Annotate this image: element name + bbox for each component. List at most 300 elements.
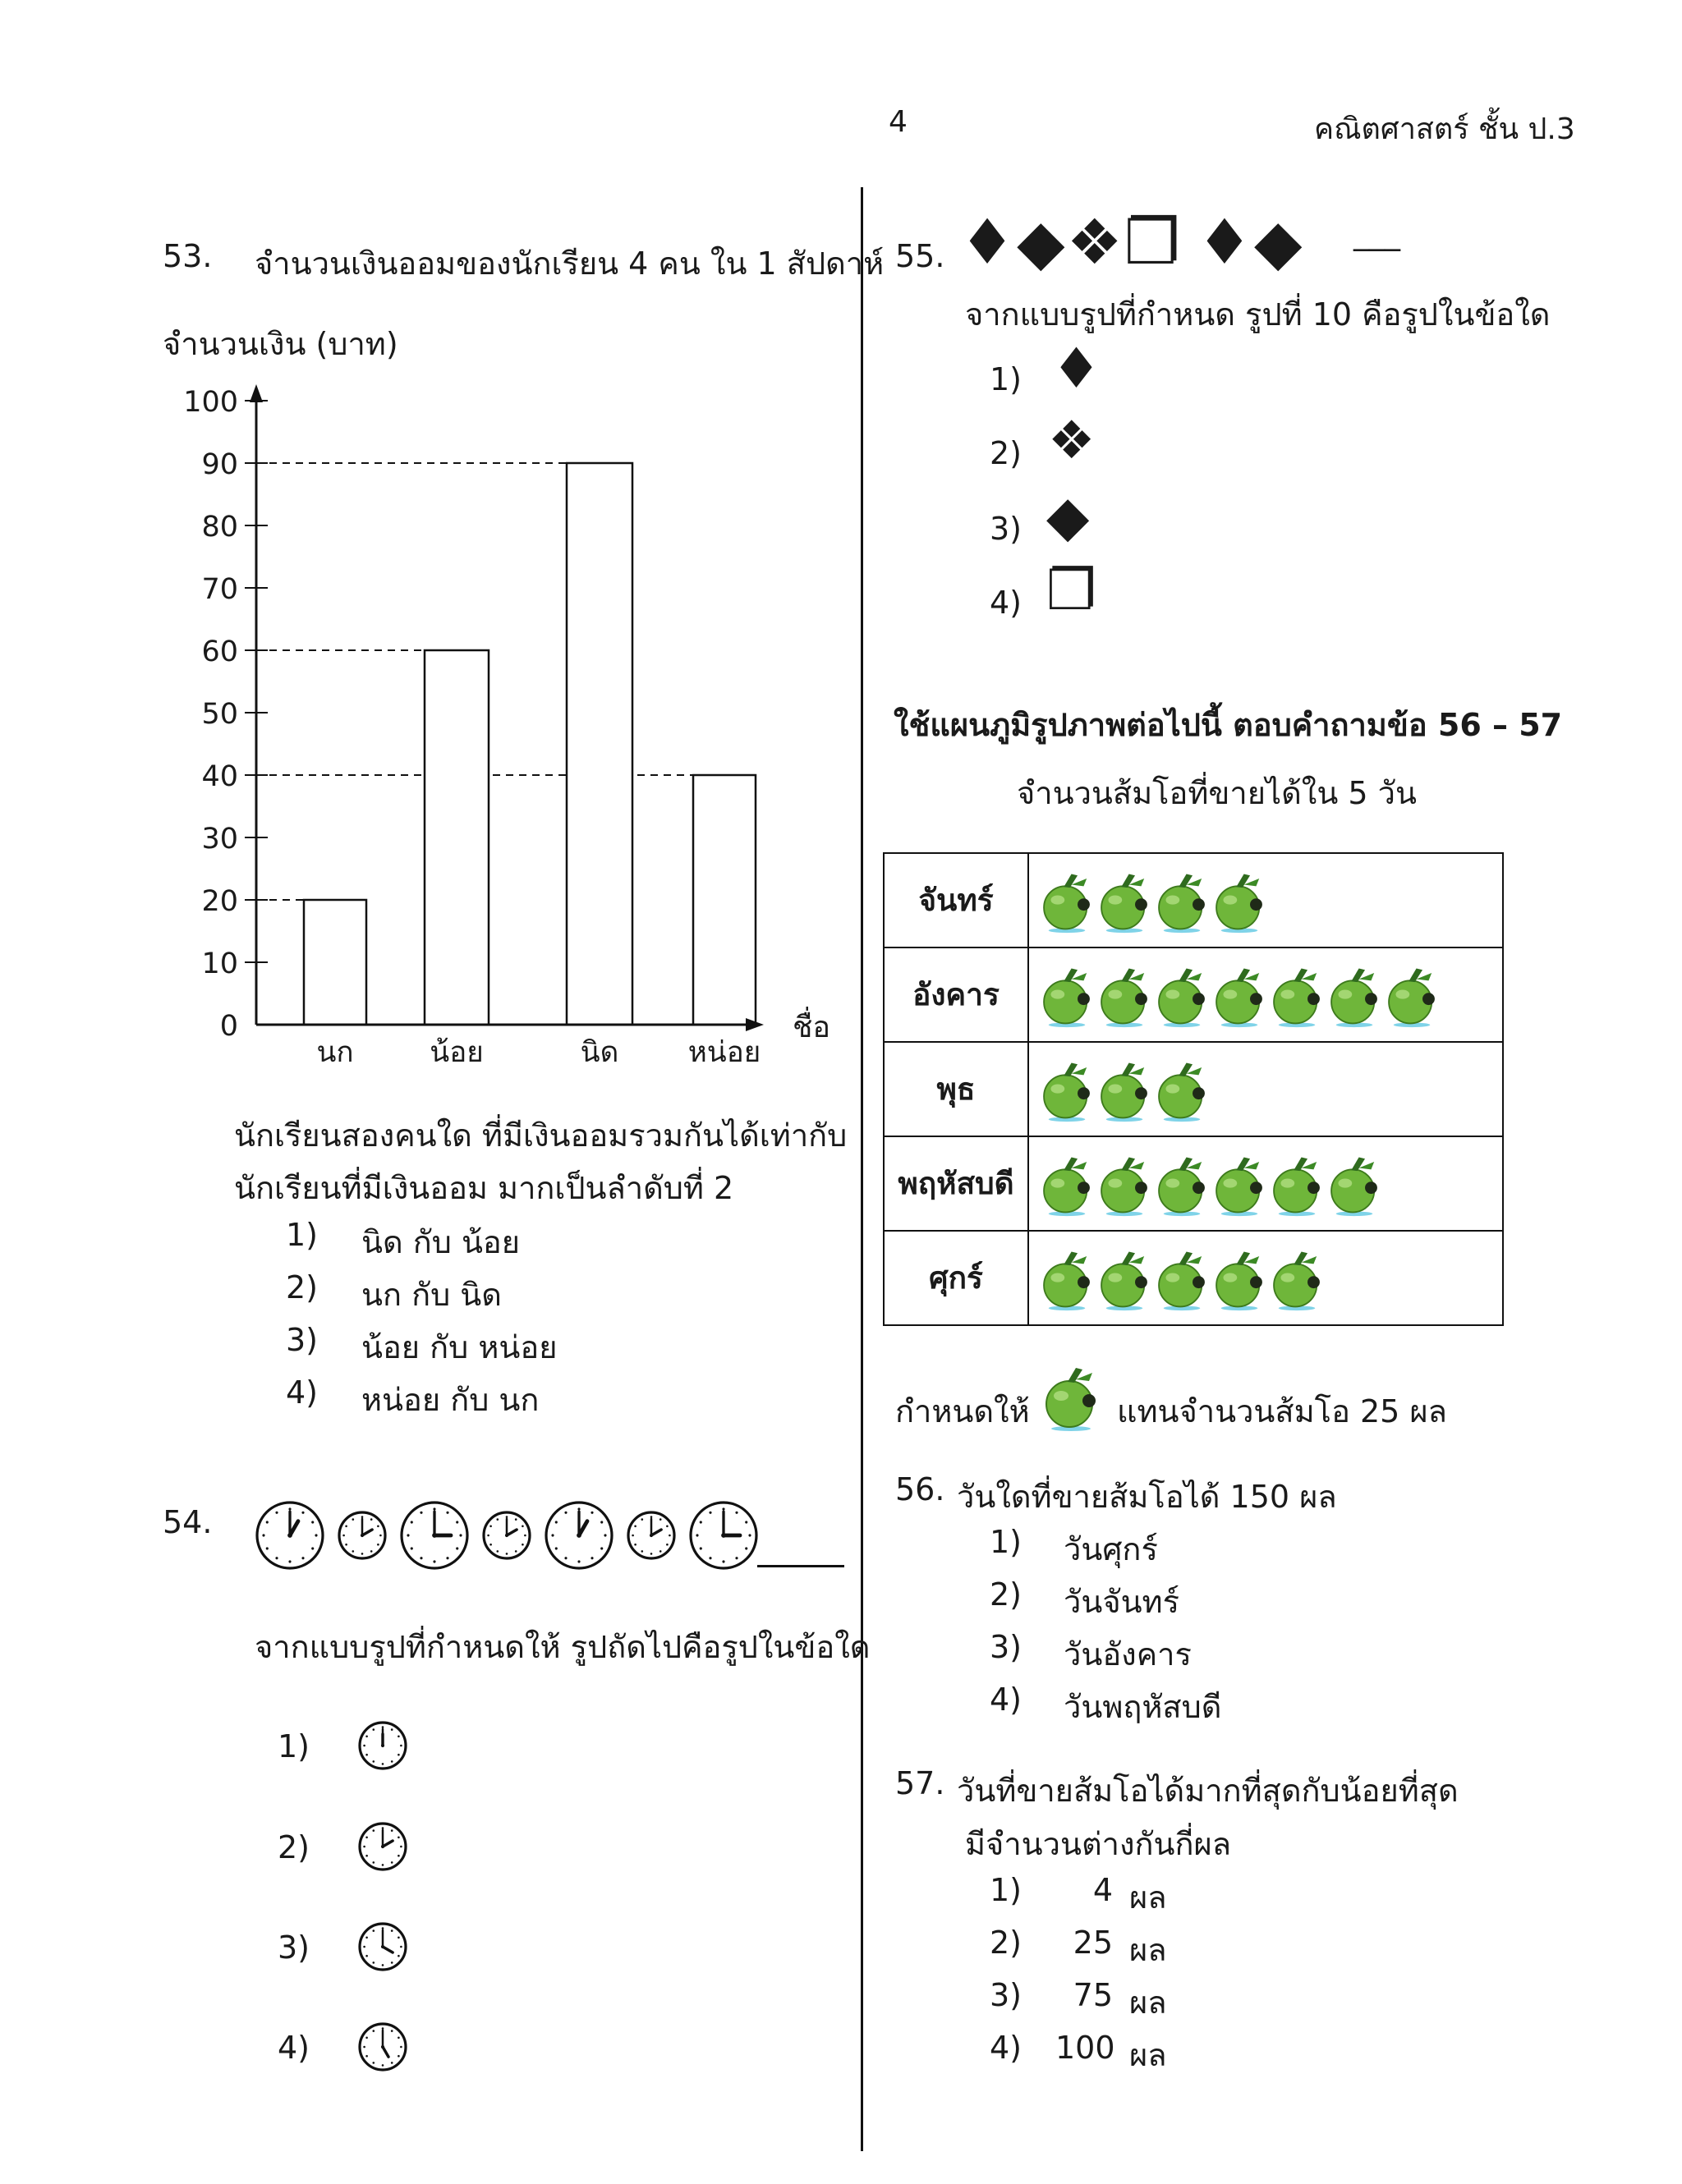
- option-text: วันพฤหัสบดี: [1064, 1689, 1222, 1725]
- clock-tick: [391, 1728, 393, 1731]
- pomelo-icon: [1098, 1246, 1151, 1311]
- option-text: นิด กับ น้อย: [361, 1224, 521, 1260]
- leaf: [1179, 968, 1193, 982]
- clock-tick: [722, 1507, 724, 1510]
- y-axis-arrow: [250, 384, 263, 402]
- pomelo-icon: [1156, 1057, 1208, 1122]
- leaf: [1351, 1157, 1365, 1171]
- fruit-spot: [1193, 1087, 1205, 1099]
- clock-tick: [363, 1946, 365, 1948]
- x-tick-label: นก: [316, 1036, 354, 1069]
- q54-number: 54.: [163, 1504, 213, 1540]
- clock-center: [721, 1533, 726, 1538]
- clock-tick: [365, 1736, 368, 1738]
- option-number: 4): [990, 1682, 1023, 1718]
- shadowed-square-icon: ❐: [1124, 205, 1182, 278]
- q54-question: จากแบบรูปที่กำหนดให้ รูปถัดไปคือรูปในข้อใด: [255, 1629, 871, 1665]
- fruit-highlight: [1050, 1178, 1064, 1187]
- leaf: [1179, 1251, 1193, 1265]
- page-number: 4: [889, 105, 908, 139]
- option-unit: ผล: [1129, 1984, 1167, 2021]
- clock-tick: [345, 1526, 347, 1528]
- pictograph-row: [884, 947, 1503, 1042]
- pomelo-icon: [1041, 1057, 1093, 1122]
- clock-tick: [641, 1550, 644, 1553]
- y-tick-label: 50: [201, 698, 238, 731]
- pomelo-icon: [1098, 868, 1151, 934]
- pomelo-icon: [1098, 962, 1151, 1028]
- clock-tick: [382, 1964, 384, 1966]
- clock-tick: [352, 1518, 355, 1521]
- pomelo-icon: [1271, 1246, 1323, 1311]
- clock-tick: [352, 1550, 355, 1553]
- leaf: [1409, 968, 1422, 982]
- leaf: [1179, 1157, 1193, 1171]
- clock-center: [381, 2045, 384, 2049]
- clock-tick: [497, 1550, 499, 1553]
- leaf: [1064, 968, 1078, 982]
- clock-tick: [373, 2030, 375, 2032]
- leaf: [1121, 874, 1135, 888]
- leaf: [1179, 874, 1193, 888]
- clock-tick: [288, 1560, 291, 1562]
- fruit-cell: [1028, 1136, 1503, 1231]
- clock-tick: [420, 1512, 422, 1514]
- clock-icon: [691, 1503, 756, 1568]
- clock-tick: [365, 1855, 368, 1857]
- clock-icon: [484, 1512, 530, 1558]
- clock-icon: [357, 1921, 408, 1972]
- bar: [693, 775, 756, 1025]
- day-label: พุธ: [884, 1042, 1028, 1136]
- leaf: [1064, 1062, 1078, 1076]
- clock-tick: [275, 1557, 278, 1559]
- pomelo-icon: [1213, 1246, 1266, 1311]
- fruit-highlight: [1280, 1178, 1294, 1187]
- option-text: น้อย กับ หน่อย: [361, 1329, 558, 1365]
- option-text: วันศุกร์: [1064, 1531, 1158, 1567]
- fruit-highlight: [1050, 989, 1064, 998]
- clock-center: [381, 1744, 384, 1747]
- chart-xlabel: ชื่อ: [793, 1011, 831, 1044]
- clock-center: [650, 1534, 653, 1537]
- clock-tick: [696, 1534, 698, 1536]
- clock-tick: [398, 1736, 400, 1738]
- q57-question-line2: มีจำนวนต่างกันกี่ผล: [965, 1826, 1232, 1862]
- pomelo-icon: [1156, 1246, 1208, 1311]
- clock-tick: [446, 1557, 448, 1559]
- day-label: จันทร์: [884, 853, 1028, 947]
- clock-tick: [634, 1526, 636, 1528]
- fruit-highlight: [1223, 895, 1237, 904]
- diamond-suit-icon: ♦: [1051, 337, 1101, 401]
- diamond-suit-icon: ♦: [959, 205, 1018, 278]
- clock-tick: [420, 1557, 422, 1559]
- clock-tick: [365, 1937, 368, 1939]
- clock-tick: [398, 1937, 400, 1939]
- clock-icon: [257, 1503, 323, 1568]
- fruit-spot: [1135, 993, 1147, 1005]
- clock-tick: [398, 1955, 400, 1957]
- fruit-highlight: [1165, 989, 1179, 998]
- fruit-spot: [1078, 1087, 1090, 1099]
- leaf: [1179, 1062, 1193, 1076]
- clock-tick: [373, 1929, 375, 1932]
- clock-tick: [365, 1955, 368, 1957]
- pictograph-row: [884, 1136, 1503, 1231]
- clock-tick: [288, 1507, 291, 1510]
- clock-tick: [398, 2037, 400, 2039]
- option-number: 1): [286, 1217, 319, 1253]
- clock-tick: [373, 1861, 375, 1864]
- clock-tick: [433, 1507, 435, 1510]
- pictograph-instruction: ใช้แผนภูมิรูปภาพต่อไปนี้ ตอบคำถามข้อ 56 – 57: [894, 707, 1563, 743]
- clock-tick: [391, 1929, 393, 1932]
- leaf: [1294, 968, 1307, 982]
- clock-tick: [398, 1837, 400, 1839]
- clock-tick: [400, 2046, 402, 2049]
- diamond-icon: ◆: [1017, 205, 1067, 278]
- clock-center: [381, 1845, 384, 1848]
- clock-tick: [315, 1534, 317, 1536]
- clock-tick: [650, 1553, 653, 1555]
- clock-tick: [433, 1560, 435, 1562]
- clock-tick: [555, 1547, 558, 1549]
- clock-tick: [377, 1544, 379, 1546]
- clock-tick: [641, 1518, 644, 1521]
- clock-tick: [650, 1516, 653, 1518]
- clock-tick: [632, 1535, 634, 1537]
- fruit-spot: [1307, 993, 1320, 1005]
- clock-tick: [456, 1547, 458, 1549]
- clock-tick: [373, 1961, 375, 1964]
- fruit-highlight: [1108, 895, 1122, 904]
- clock-tick: [370, 1518, 373, 1521]
- clock-tick: [411, 1521, 413, 1523]
- fruit-spot: [1193, 993, 1205, 1005]
- clock-tick: [391, 1861, 393, 1864]
- clock-tick: [400, 1846, 402, 1848]
- fruit-highlight: [1223, 989, 1237, 998]
- clock-center: [381, 1945, 384, 1948]
- clock-tick: [363, 1846, 365, 1848]
- q56-number: 56.: [895, 1471, 945, 1507]
- clock-tick: [391, 2030, 393, 2032]
- option-number: 2): [990, 1925, 1023, 1961]
- leaf: [1121, 1157, 1135, 1171]
- clock-center: [361, 1534, 364, 1537]
- q57-number: 57.: [895, 1765, 945, 1801]
- pictograph-row: [884, 853, 1503, 947]
- clock-tick: [709, 1557, 711, 1559]
- option-number: 4): [278, 2030, 310, 2066]
- clock-tick: [275, 1512, 278, 1514]
- option-number: 3): [286, 1322, 319, 1358]
- pomelo-icon: [1328, 962, 1381, 1028]
- bar: [425, 650, 489, 1025]
- x-tick-label: หน่อย: [687, 1036, 761, 1069]
- clock-tick: [391, 1829, 393, 1832]
- clock-tick: [301, 1512, 304, 1514]
- fruit-spot: [1307, 1276, 1320, 1288]
- clock-tick: [363, 1745, 365, 1747]
- pomelo-icon: [1386, 962, 1438, 1028]
- option-value: 4: [1092, 1872, 1113, 1908]
- fruit-spot: [1307, 1181, 1320, 1194]
- leaf: [1064, 1251, 1078, 1265]
- fruit-spot: [1135, 1087, 1147, 1099]
- option-number: 3): [278, 1929, 310, 1966]
- option-number: 3): [990, 1629, 1023, 1665]
- clock-tick: [342, 1535, 345, 1537]
- clock-tick: [400, 1946, 402, 1948]
- clock-tick: [700, 1547, 702, 1549]
- clock-tick: [459, 1534, 462, 1536]
- clock-tick: [700, 1521, 702, 1523]
- fruit-highlight: [1338, 1178, 1352, 1187]
- clock-tick: [382, 1827, 384, 1829]
- option-number: 2): [278, 1829, 310, 1865]
- leaf: [1121, 1251, 1135, 1265]
- clock-tick: [745, 1521, 747, 1523]
- fruit-highlight: [1108, 1084, 1122, 1093]
- leaf: [1236, 1251, 1250, 1265]
- fruit-spot: [1082, 1394, 1096, 1407]
- option-unit: ผล: [1129, 1932, 1167, 1968]
- fruit-spot: [1193, 1276, 1205, 1288]
- q53-question-line1: นักเรียนสองคนใด ที่มีเงินออมรวมกันได้เท่ากับ: [234, 1117, 848, 1154]
- option-number: 3): [990, 1977, 1023, 2013]
- clock-center: [287, 1533, 292, 1538]
- clock-tick: [446, 1512, 448, 1514]
- fruit-cell: [1028, 853, 1503, 947]
- clock-tick: [659, 1550, 662, 1553]
- clock-tick: [456, 1521, 458, 1523]
- column-divider: [861, 187, 863, 2151]
- clock-icon: [357, 2021, 408, 2072]
- clock-tick: [666, 1544, 669, 1546]
- fruit-highlight: [1165, 1084, 1179, 1093]
- pomelo-icon: [1328, 1151, 1381, 1217]
- clock-tick: [382, 1864, 384, 1866]
- y-tick-label: 30: [201, 823, 238, 856]
- leaf: [1064, 1157, 1078, 1171]
- y-tick-label: 40: [201, 760, 238, 793]
- clock-tick: [709, 1512, 711, 1514]
- clock-tick: [379, 1535, 382, 1537]
- subject-header: คณิตศาสตร์ ชั้น ป.3: [1314, 112, 1575, 146]
- q56-question: วันใดที่ขายส้มโอได้ 150 ผล: [957, 1479, 1337, 1515]
- option-value: 100: [1055, 2030, 1115, 2066]
- day-label: ศุกร์: [884, 1231, 1028, 1325]
- clock-tick: [398, 2055, 400, 2058]
- chart-ylabel: จำนวนเงิน (บาท): [163, 326, 398, 362]
- fruit-highlight: [1165, 895, 1179, 904]
- pomelo-icon: [1271, 1151, 1323, 1217]
- option-number: 2): [990, 1576, 1023, 1613]
- clock-tick: [382, 1726, 384, 1728]
- option-text: วันจันทร์: [1064, 1584, 1180, 1620]
- clock-tick: [262, 1534, 264, 1536]
- bar: [304, 900, 366, 1025]
- fruit-spot: [1250, 993, 1262, 1005]
- fruit-cell: [1028, 1042, 1503, 1136]
- fruit-highlight: [1050, 1273, 1064, 1282]
- clock-tick: [363, 2046, 365, 2049]
- option-number: 1): [990, 1872, 1023, 1908]
- pictograph-table: [883, 852, 1504, 1326]
- y-tick-label: 0: [219, 1010, 238, 1043]
- option-number: 4): [990, 585, 1023, 621]
- pictograph-row: [884, 1231, 1503, 1325]
- option-value: 75: [1073, 1977, 1113, 2013]
- clock-tick: [735, 1557, 738, 1559]
- fruit-spot: [1135, 1181, 1147, 1194]
- q53-title: จำนวนเงินออมของนักเรียน 4 คน ใน 1 สัปดาห์: [255, 245, 885, 282]
- pictograph-title: จำนวนส้มโอที่ขายได้ใน 5 วัน: [1017, 775, 1417, 811]
- clock-icon: [628, 1512, 674, 1558]
- q53-number: 53.: [163, 238, 213, 274]
- clock-tick: [522, 1544, 524, 1546]
- fruit-spot: [1365, 1181, 1377, 1194]
- pomelo-icon: [1041, 1151, 1093, 1217]
- y-tick-label: 70: [201, 573, 238, 606]
- clock-center: [577, 1533, 581, 1538]
- clock-tick: [365, 1837, 368, 1839]
- fruit-highlight: [1050, 1084, 1064, 1093]
- pomelo-icon: [1156, 868, 1208, 934]
- fruit-highlight: [1223, 1273, 1237, 1282]
- q57-question-line1: วันที่ขายส้มโอได้มากที่สุดกับน้อยที่สุด: [957, 1773, 1459, 1809]
- clock-tick: [489, 1526, 492, 1528]
- fruit-highlight: [1108, 1273, 1122, 1282]
- clock-icon: [546, 1503, 612, 1568]
- clock-tick: [411, 1547, 413, 1549]
- clock-tick: [555, 1521, 558, 1523]
- fruit-spot: [1078, 993, 1090, 1005]
- clock-icon: [357, 1821, 408, 1872]
- pictograph-row: [884, 1042, 1503, 1136]
- clock-tick: [361, 1516, 364, 1518]
- clock-tick: [311, 1521, 314, 1523]
- fruit-spot: [1135, 1276, 1147, 1288]
- option-number: 2): [286, 1269, 319, 1305]
- clock-tick: [666, 1526, 669, 1528]
- option-number: 1): [990, 361, 1023, 397]
- option-number: 4): [990, 2030, 1023, 2066]
- clock-tick: [600, 1547, 603, 1549]
- clock-tick: [266, 1547, 269, 1549]
- option-text: หน่อย กับ นก: [361, 1382, 540, 1418]
- clock-tick: [748, 1534, 751, 1536]
- clock-tick: [370, 1550, 373, 1553]
- fruit-spot: [1422, 993, 1435, 1005]
- clock-pattern: [246, 1494, 772, 1585]
- pomelo-key-icon: [1043, 1361, 1099, 1432]
- x-tick-label: นิด: [580, 1036, 619, 1069]
- clock-tick: [382, 2064, 384, 2067]
- y-tick-label: 10: [201, 947, 238, 980]
- fruit-highlight: [1050, 895, 1064, 904]
- clock-tick: [600, 1521, 603, 1523]
- option-unit: ผล: [1129, 1879, 1167, 1916]
- clock-tick: [373, 1760, 375, 1763]
- bar: [567, 463, 632, 1025]
- fruit-highlight: [1280, 1273, 1294, 1282]
- option-text: นก กับ นิด: [361, 1277, 502, 1313]
- clock-icon: [339, 1512, 385, 1558]
- fruit-spot: [1250, 898, 1262, 911]
- clock-tick: [489, 1544, 492, 1546]
- y-tick-label: 90: [201, 448, 238, 481]
- clock-tick: [564, 1557, 567, 1559]
- fruit-highlight: [1395, 989, 1409, 998]
- pomelo-icon: [1041, 1246, 1093, 1311]
- fruit-spot: [1078, 898, 1090, 911]
- four-diamonds-icon: ❖: [1048, 411, 1096, 471]
- q54-answer-blank: [757, 1565, 844, 1567]
- option-text: วันอังคาร: [1064, 1636, 1192, 1672]
- fruit-spot: [1250, 1181, 1262, 1194]
- clock-tick: [659, 1518, 662, 1521]
- diamond-icon: ◆: [1254, 205, 1304, 278]
- clock-tick: [301, 1557, 304, 1559]
- fruit-spot: [1078, 1181, 1090, 1194]
- option-number: 1): [990, 1524, 1023, 1560]
- clock-tick: [591, 1557, 593, 1559]
- leaf: [1294, 1251, 1307, 1265]
- pomelo-icon: [1213, 1151, 1266, 1217]
- fruit-highlight: [1108, 989, 1122, 998]
- fruit-spot: [1250, 1276, 1262, 1288]
- leaf: [1068, 1368, 1082, 1383]
- clock-tick: [365, 1754, 368, 1756]
- fruit-spot: [1078, 1276, 1090, 1288]
- fruit-highlight: [1280, 989, 1294, 998]
- clock-tick: [515, 1518, 517, 1521]
- pomelo-icon: [1041, 962, 1093, 1028]
- q53-question-line2: นักเรียนที่มีเงินออม มากเป็นลำดับที่ 2: [234, 1170, 734, 1206]
- fruit-spot: [1365, 993, 1377, 1005]
- q55-answer-blank: ___: [1353, 215, 1400, 251]
- clock-tick: [522, 1526, 524, 1528]
- y-tick-label: 60: [201, 635, 238, 668]
- clock-tick: [398, 1855, 400, 1857]
- pomelo-icon: [1098, 1057, 1151, 1122]
- option-number: 3): [990, 511, 1023, 547]
- option-number: 2): [990, 435, 1023, 471]
- pomelo-icon: [1041, 868, 1093, 934]
- clock-tick: [398, 1754, 400, 1756]
- leaf: [1121, 968, 1135, 982]
- leaf: [1236, 874, 1250, 888]
- clock-tick: [373, 1829, 375, 1832]
- clock-icon: [357, 1720, 408, 1771]
- option-number: 4): [286, 1374, 319, 1411]
- leaf: [1294, 1157, 1307, 1171]
- clock-tick: [373, 1728, 375, 1731]
- clock-tick: [407, 1534, 409, 1536]
- pomelo-icon: [1213, 962, 1266, 1028]
- clock-tick: [311, 1547, 314, 1549]
- fruit-cell: [1028, 947, 1503, 1042]
- y-tick-label: 100: [183, 386, 238, 419]
- four-diamonds-icon: ❖: [1066, 205, 1124, 278]
- clock-tick: [745, 1547, 747, 1549]
- diamond-suit-icon: ♦: [1196, 205, 1255, 278]
- clock-icon: [402, 1503, 467, 1568]
- clock-tick: [669, 1535, 671, 1537]
